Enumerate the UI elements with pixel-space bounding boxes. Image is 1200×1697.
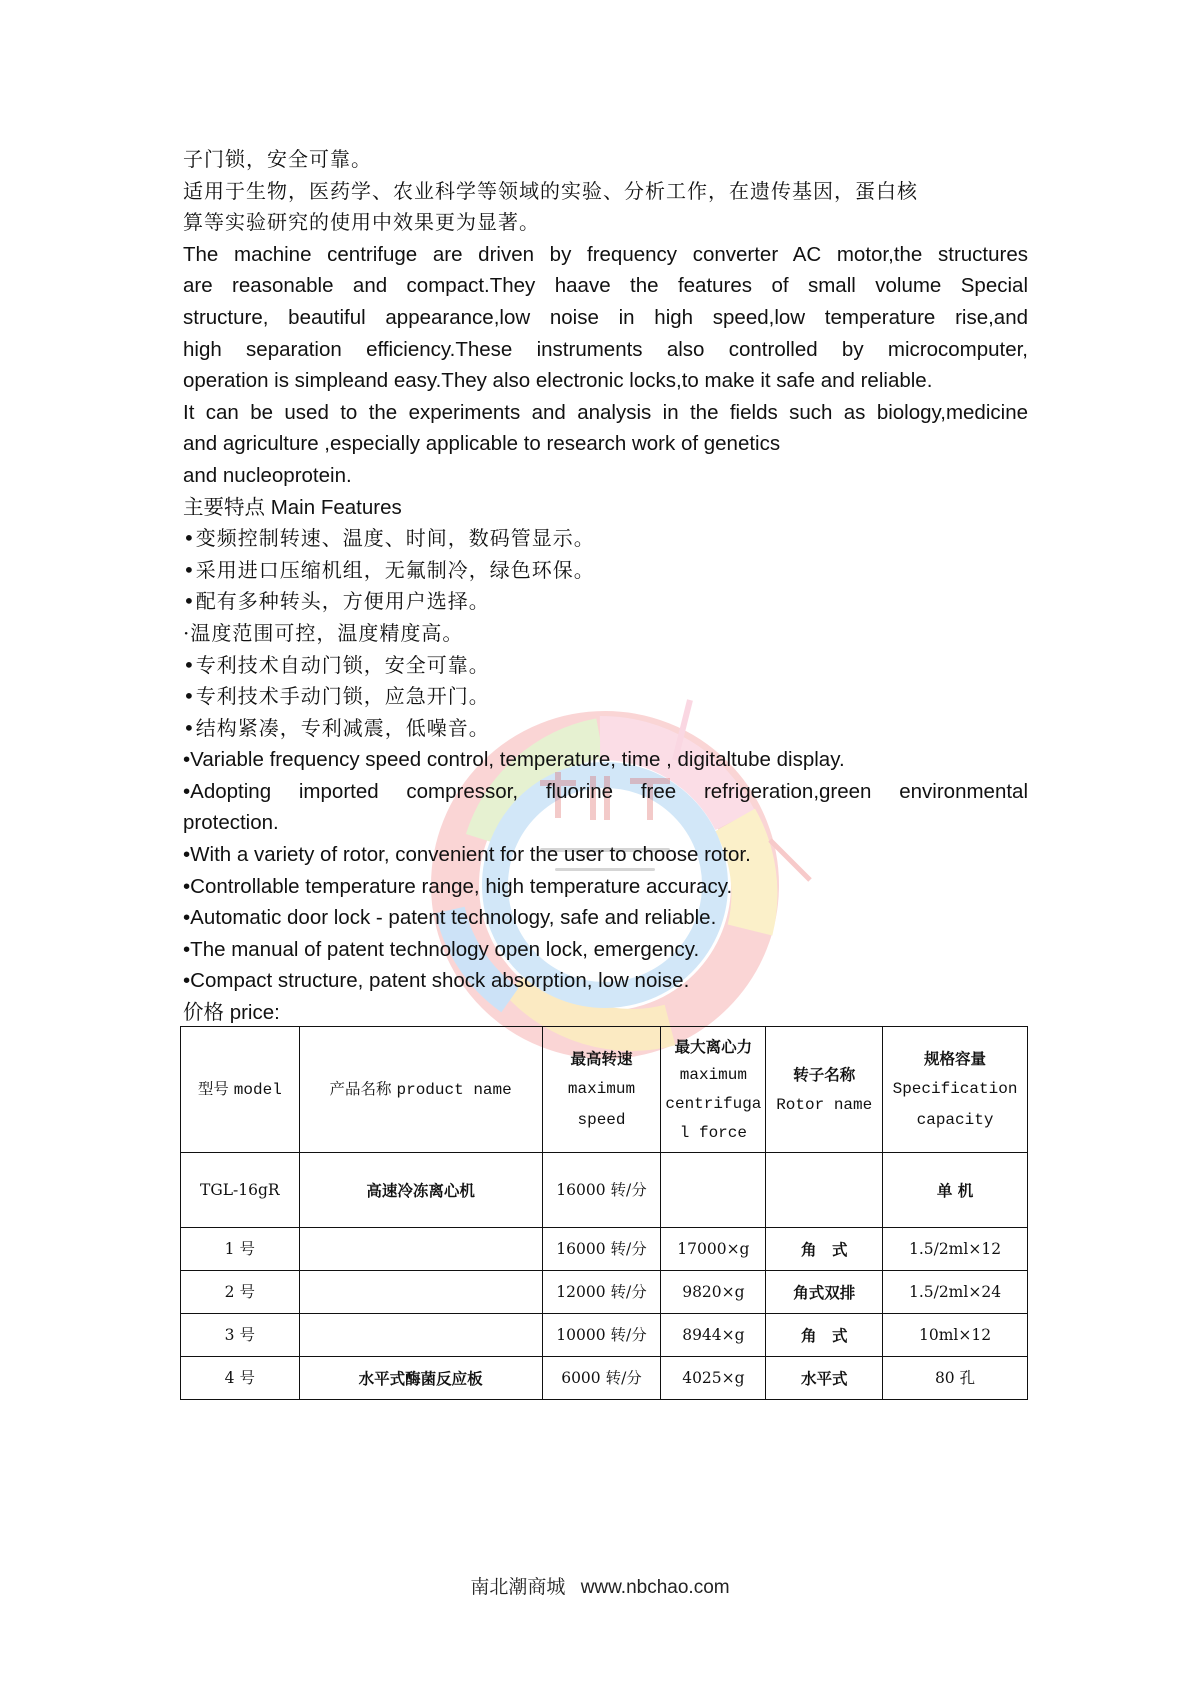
feature-item: •专利技术自动门锁，安全可靠。 <box>183 652 490 677</box>
table-row <box>181 1153 1028 1228</box>
feature-item: •Automatic door lock - patent technology, safe and reliable. <box>183 906 717 930</box>
cell-model: 4 号 <box>181 1357 300 1400</box>
price-table <box>180 1026 1028 1400</box>
cell-force: 9820×g <box>661 1271 766 1314</box>
cell-speed: 6000 转/分 <box>542 1357 661 1400</box>
cell-name <box>299 1228 542 1271</box>
paragraph-line: are reasonable and compact.They haave the features of small volume Special <box>183 274 1028 298</box>
cell-capacity: 1.5/2ml×12 <box>883 1228 1028 1271</box>
cell-capacity: 80 孔 <box>883 1357 1028 1400</box>
feature-item: •专利技术手动门锁，应急开门。 <box>183 684 490 709</box>
feature-item: protection. <box>183 811 279 835</box>
cell-rotor: 角 式 <box>766 1228 883 1271</box>
price-heading: 价格 price: <box>183 1001 280 1025</box>
cell-speed: 10000 转/分 <box>542 1314 661 1357</box>
paragraph-line: 适用于生物，医药学、农业科学等领域的实验、分析工作，在遗传基因，蛋白核 <box>183 178 918 203</box>
paragraph-line: high separation efficiency.These instruments also controlled by microcomputer, <box>183 337 1028 361</box>
paragraph-line: It can be used to the experiments and analysis in the fields such as biology,medicine <box>183 400 1028 424</box>
cell-rotor: 角 式 <box>766 1314 883 1357</box>
paragraph-line: 算等实验研究的使用中效果更为显著。 <box>183 210 540 235</box>
feature-item: •With a variety of rotor, convenient for the user to choose rotor. <box>183 843 751 867</box>
cell-force: 8944×g <box>661 1314 766 1357</box>
feature-item: •配有多种转头，方便用户选择。 <box>183 589 490 614</box>
feature-item: •Adopting imported compressor, fluorine free refrigeration,green environmental <box>183 779 1028 803</box>
feature-item: •Controllable temperature range, high temperature accuracy. <box>183 874 733 898</box>
table-row <box>181 1314 1028 1357</box>
footer-url[interactable]: www.nbchao.com <box>580 1577 730 1598</box>
cell-speed: 12000 转/分 <box>542 1271 661 1314</box>
feature-item: •Compact structure, patent shock absorption, low noise. <box>183 969 690 993</box>
feature-item: •Variable frequency speed control, temperature, time , digitaltube display. <box>183 748 845 772</box>
cell-name: 水平式酶菌反应板 <box>299 1357 542 1400</box>
header-max-speed: 最高转速 maximum speed <box>542 1027 661 1153</box>
cell-capacity: 10ml×12 <box>883 1314 1028 1357</box>
header-model: 型号 model <box>181 1027 300 1153</box>
paragraph-line: 子门锁，安全可靠。 <box>183 147 372 171</box>
header-product-name: 产品名称 product name <box>299 1027 542 1153</box>
cell-rotor <box>766 1153 883 1228</box>
cell-capacity: 1.5/2ml×24 <box>883 1271 1028 1314</box>
header-capacity: 规格容量 Specification capacity <box>883 1027 1028 1153</box>
cell-rotor: 水平式 <box>766 1357 883 1400</box>
page-footer <box>0 1572 1200 1599</box>
cell-model: 1 号 <box>181 1228 300 1271</box>
cell-speed: 16000 转/分 <box>542 1153 661 1228</box>
table-header-row <box>181 1027 1028 1153</box>
footer-site-name: 南北潮商城 <box>470 1577 566 1598</box>
cell-name <box>299 1314 542 1357</box>
feature-item: •采用进口压缩机组，无氟制冷，绿色环保。 <box>183 557 595 582</box>
cell-force <box>661 1153 766 1228</box>
cell-model: 3 号 <box>181 1314 300 1357</box>
feature-item: •变频控制转速、温度、时间，数码管显示。 <box>183 526 595 551</box>
cell-rotor: 角式双排 <box>766 1271 883 1314</box>
paragraph-line: and nucleoprotein. <box>183 463 352 487</box>
cell-capacity: 单 机 <box>883 1153 1028 1228</box>
cell-model: TGL-16gR <box>181 1153 300 1228</box>
feature-item: ·温度范围可控，温度精度高。 <box>183 620 464 645</box>
cell-force: 4025×g <box>661 1357 766 1400</box>
paragraph-line: operation is simpleand easy.They also electronic locks,to make it safe and reliable. <box>183 369 933 393</box>
feature-item: •The manual of patent technology open lock, emergency. <box>183 937 700 961</box>
cell-name: 高速冷冻离心机 <box>299 1153 542 1228</box>
cell-force: 17000×g <box>661 1228 766 1271</box>
cell-model: 2 号 <box>181 1271 300 1314</box>
cell-name <box>299 1271 542 1314</box>
header-rotor-name: 转子名称 Rotor name <box>766 1027 883 1153</box>
document-body <box>183 144 1028 1029</box>
feature-item: •结构紧凑，专利减震，低噪音。 <box>183 715 490 740</box>
table-row <box>181 1228 1028 1271</box>
table-row <box>181 1271 1028 1314</box>
cell-speed: 16000 转/分 <box>542 1228 661 1271</box>
table-row <box>181 1357 1028 1400</box>
paragraph-line: structure, beautiful appearance,low noise in high speed,low temperature rise,and <box>183 305 1028 329</box>
paragraph-line: and agriculture ,especially applicable to research work of genetics <box>183 432 781 456</box>
paragraph-line: The machine centrifuge are driven by frequency converter AC motor,the structures <box>183 242 1028 266</box>
features-heading: 主要特点 Main Features <box>183 495 402 519</box>
header-max-force: 最大离心力 maximum centrifuga l force <box>661 1027 766 1153</box>
